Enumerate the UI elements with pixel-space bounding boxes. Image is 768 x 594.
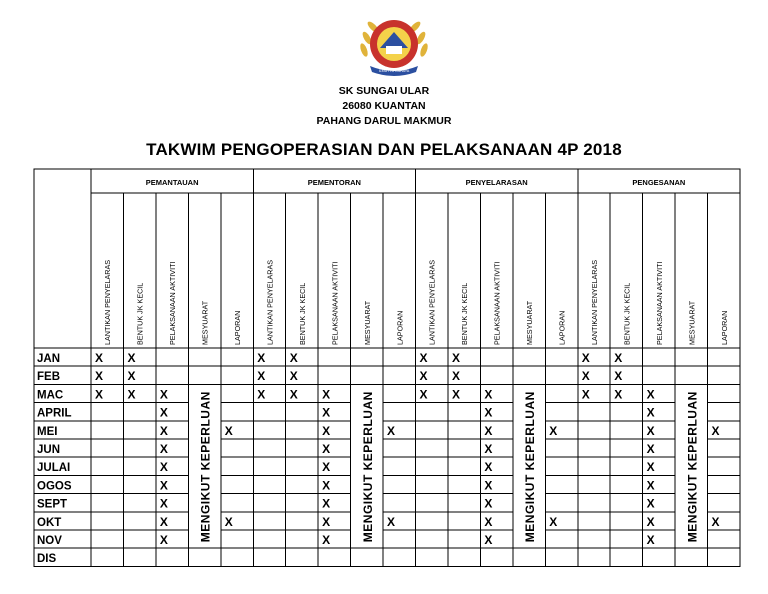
column-header-2: PELAKSANAAN AKTIVITI — [168, 261, 178, 345]
meeting-note-3: MENGIKUT KEPERLUAN — [685, 391, 700, 543]
school-state: PAHANG DARUL MAKMUR — [316, 115, 452, 127]
column-header-2: PELAKSANAAN AKTIVITI — [330, 261, 340, 345]
meeting-note-0: MENGIKUT KEPERLUAN — [198, 391, 213, 543]
meeting-note-1: MENGIKUT KEPERLUAN — [360, 391, 375, 543]
mark-x: X — [159, 496, 168, 511]
mark-x: X — [289, 369, 298, 384]
column-header-0: LANTIKAN PENYELARAS — [265, 259, 275, 345]
group-header-0: PEMANTAUAN — [145, 178, 199, 187]
mark-x: X — [646, 460, 655, 475]
mark-x: X — [419, 351, 428, 365]
mark-x: X — [646, 442, 655, 456]
mark-x: X — [451, 387, 460, 402]
mark-x: X — [614, 387, 623, 402]
school-name: SK SUNGAI ULAR — [338, 85, 430, 97]
school-address: 26080 KUANTAN — [342, 100, 426, 112]
mark-x: X — [646, 423, 655, 438]
table-border — [34, 169, 740, 566]
mark-x: X — [322, 442, 331, 456]
mark-x: X — [549, 423, 558, 438]
mark-x: X — [646, 405, 655, 420]
mark-x: X — [322, 460, 331, 475]
mark-x: X — [127, 351, 136, 365]
mark-x: X — [451, 369, 460, 384]
mark-x: X — [159, 533, 168, 547]
mark-x: X — [419, 369, 428, 384]
mark-x: X — [159, 478, 168, 493]
month-label: OGOS — [37, 480, 72, 493]
column-header-0: LANTIKAN PENYELARAS — [103, 259, 113, 345]
month-label: OKT — [37, 516, 62, 529]
mark-x: X — [95, 387, 104, 402]
mark-x: X — [484, 405, 493, 420]
mark-x: X — [224, 423, 233, 438]
group-header-2: PENYELARASAN — [465, 178, 528, 187]
column-header-2: PELAKSANAAN AKTIVITI — [654, 261, 664, 345]
mark-x: X — [322, 423, 331, 438]
mark-x: X — [484, 533, 493, 547]
column-header-3: MESYUARAT — [525, 300, 535, 345]
mark-x: X — [484, 496, 493, 511]
mark-x: X — [257, 351, 266, 365]
column-header-1: BENTUK JK KECIL — [622, 282, 632, 345]
mark-x: X — [387, 423, 396, 438]
meeting-note-2: MENGIKUT KEPERLUAN — [523, 391, 538, 543]
column-header-3: MESYUARAT — [362, 300, 372, 345]
column-header-4: LAPORAN — [233, 310, 243, 345]
month-label: JAN — [37, 353, 61, 365]
mark-x: X — [159, 514, 168, 529]
mark-x: X — [484, 478, 493, 493]
mark-x: X — [289, 387, 298, 402]
mark-x: X — [614, 369, 623, 384]
column-header-3: MESYUARAT — [200, 300, 210, 345]
mark-x: X — [581, 387, 590, 402]
column-header-4: LAPORAN — [395, 310, 405, 345]
column-header-0: LANTIKAN PENYELARAS — [427, 259, 437, 345]
mark-x: X — [159, 387, 168, 402]
mark-x: X — [549, 514, 558, 529]
month-label: JULAI — [37, 462, 71, 475]
mark-x: X — [646, 496, 655, 511]
mark-x: X — [322, 387, 331, 402]
mark-x: X — [581, 369, 590, 384]
mark-x: X — [159, 405, 168, 420]
mark-x: X — [646, 478, 655, 493]
group-header-1: PEMENTORAN — [307, 178, 361, 187]
group-header-3: PENGESANAN — [632, 178, 686, 187]
mark-x: X — [646, 514, 655, 529]
mark-x: X — [322, 514, 331, 529]
mark-x: X — [451, 351, 460, 365]
month-label: NOV — [37, 535, 62, 547]
column-header-1: BENTUK JK KECIL — [135, 282, 145, 345]
mark-x: X — [257, 387, 266, 402]
mark-x: X — [581, 351, 590, 365]
mark-x: X — [711, 423, 720, 438]
svg-text:ILMU ITU CAHAYA: ILMU ITU CAHAYA — [378, 69, 410, 73]
month-label: MAC — [37, 389, 64, 402]
column-header-4: LAPORAN — [557, 310, 567, 345]
month-label: APRIL — [37, 407, 72, 420]
mark-x: X — [484, 514, 493, 529]
mark-x: X — [224, 514, 233, 529]
mark-x: X — [127, 387, 136, 402]
mark-x: X — [322, 405, 331, 420]
column-header-2: PELAKSANAAN AKTIVITI — [492, 261, 502, 345]
mark-x: X — [484, 442, 493, 456]
mark-x: X — [484, 423, 493, 438]
month-label: MEI — [37, 425, 58, 438]
mark-x: X — [95, 369, 104, 384]
mark-x: X — [322, 496, 331, 511]
mark-x: X — [614, 351, 623, 365]
column-header-1: BENTUK JK KECIL — [460, 282, 470, 345]
column-header-3: MESYUARAT — [687, 300, 697, 345]
mark-x: X — [127, 369, 136, 384]
mark-x: X — [257, 369, 266, 384]
month-label: FEB — [37, 371, 60, 384]
mark-x: X — [159, 442, 168, 456]
mark-x: X — [387, 514, 396, 529]
mark-x: X — [289, 351, 298, 365]
mark-x: X — [646, 533, 655, 547]
column-header-0: LANTIKAN PENYELARAS — [589, 259, 599, 345]
mark-x: X — [322, 533, 331, 547]
column-header-1: BENTUK JK KECIL — [297, 282, 307, 345]
mark-x: X — [646, 387, 655, 402]
month-label: DIS — [37, 553, 57, 566]
mark-x: X — [322, 478, 331, 493]
mark-x: X — [419, 387, 428, 402]
month-label: SEPT — [37, 498, 68, 511]
mark-x: X — [711, 514, 720, 529]
column-header-4: LAPORAN — [719, 310, 729, 345]
mark-x: X — [95, 351, 104, 365]
page-title: TAKWIM PENGOPERASIAN DAN PELAKSANAAN 4P 2018 — [146, 140, 622, 159]
mark-x: X — [484, 387, 493, 402]
mark-x: X — [159, 460, 168, 475]
month-label: JUN — [37, 444, 61, 456]
mark-x: X — [484, 460, 493, 475]
mark-x: X — [159, 423, 168, 438]
